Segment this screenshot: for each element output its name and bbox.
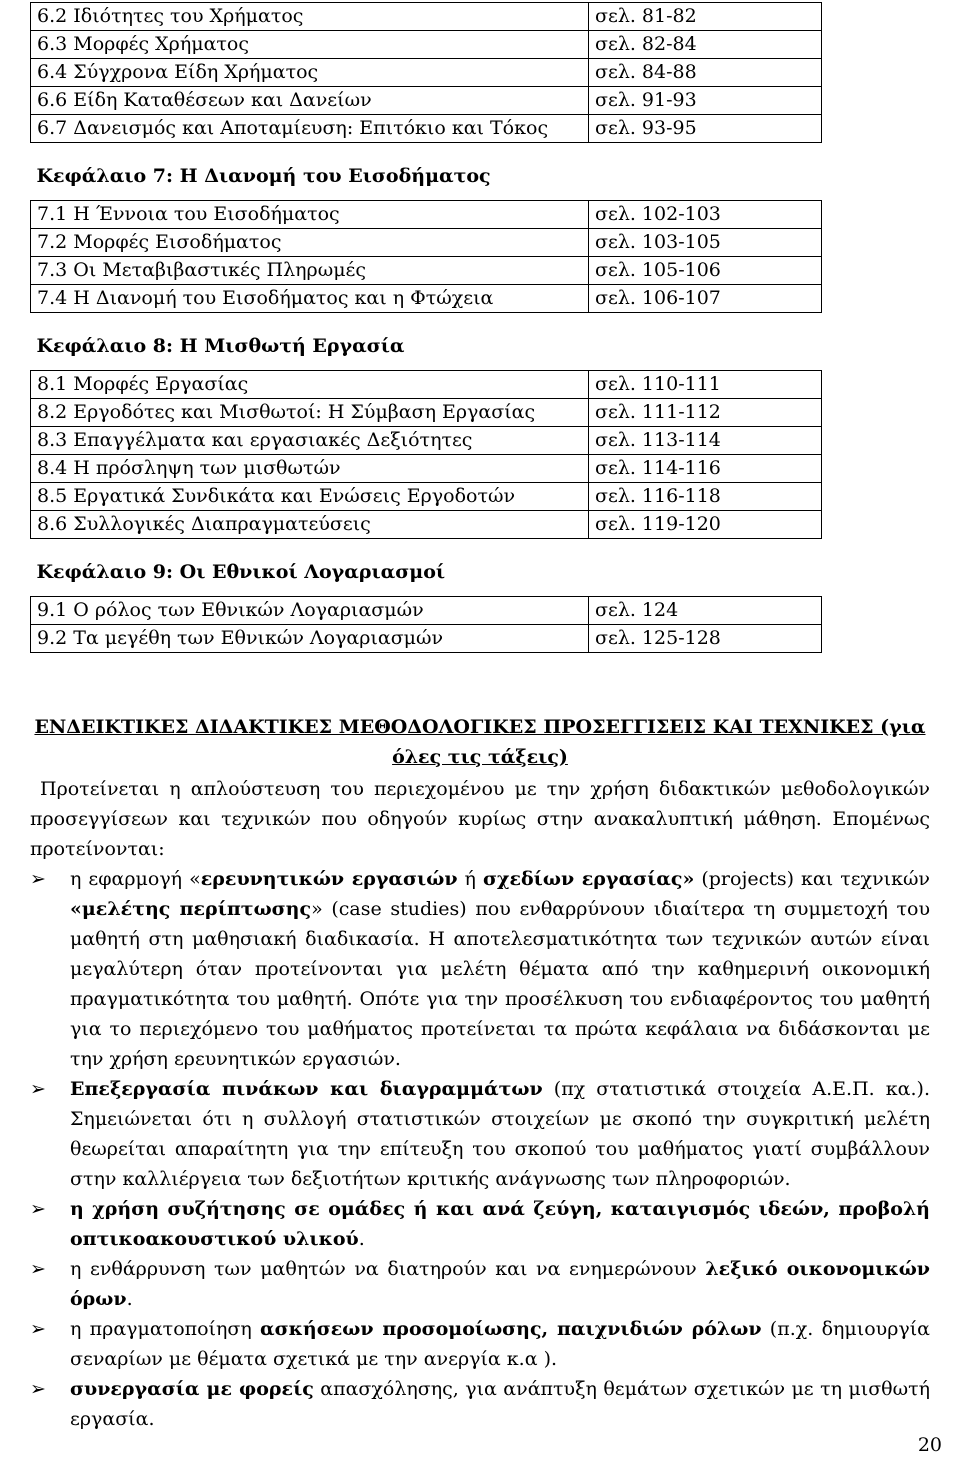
- toc-item-row: [31, 3, 822, 31]
- toc-item-title: 6.7 Δανεισμός και Αποταμίευση: Επιτόκιο και Τόκος: [31, 115, 589, 143]
- toc-item-row: [31, 511, 822, 539]
- toc-item-title: 6.4 Σύγχρονα Είδη Χρήματος: [31, 59, 589, 87]
- toc-item-title: 7.4 Η Διανομή του Εισοδήματος και η Φτώχεια: [31, 285, 589, 313]
- toc-item-row: [31, 31, 822, 59]
- bullet-bold-text: συνεργασία με φορείς: [70, 1378, 314, 1400]
- methods-bullet-item: [30, 1194, 930, 1254]
- arrow-bullet-icon: ➢: [30, 1198, 46, 1220]
- toc-item-row: [31, 115, 822, 143]
- toc-item-pages: σελ. 124: [589, 597, 822, 625]
- toc-item-title: 6.6 Είδη Καταθέσεων και Δανείων: [31, 87, 589, 115]
- toc-item-pages: σελ. 84-88: [589, 59, 822, 87]
- toc-item-title: 8.6 Συλλογικές Διαπραγματεύσεις: [31, 511, 589, 539]
- toc-item-row: [31, 483, 822, 511]
- toc-item-title: 8.4 Η πρόσληψη των μισθωτών: [31, 455, 589, 483]
- toc-item-title: 6.3 Μορφές Χρήματος: [31, 31, 589, 59]
- bullet-text: ή: [457, 868, 483, 890]
- bullet-text: η εφαρμογή «: [70, 868, 201, 890]
- methods-bullet-item: [30, 1074, 930, 1194]
- methods-bullet-item: [30, 864, 930, 1074]
- bullet-text: η πραγματοποίηση: [70, 1318, 261, 1340]
- methods-title-paren: (για όλες τις τάξεις): [392, 716, 926, 768]
- toc-chapter-title: Κεφάλαιο 7: Η Διανομή του Εισοδήματος: [31, 143, 822, 201]
- toc-item-title: 8.2 Εργοδότες και Μισθωτοί: Η Σύμβαση Εργασίας: [31, 399, 589, 427]
- toc-item-title: 9.2 Τα μεγέθη των Εθνικών Λογαριασμών: [31, 625, 589, 653]
- toc-item-title: 7.3 Οι Μεταβιβαστικές Πληρωμές: [31, 257, 589, 285]
- toc-chapter-row: [31, 539, 822, 597]
- bullet-text: (πχ στατιστικά στοιχεία Α.Ε.Π. κα.). Σημειώνεται ότι η συλλογή στατιστικών στοιχείων με σκοπό την συγκριτική μελέτη θεωρείται απαραίτητη για την επίτευξη του σκοπού του μαθήματος γιατί συμβάλλουν στην καλλιέργεια των δεξιοτήτων κριτικής ανάγνωσης των πληροφοριών.: [70, 1078, 930, 1190]
- toc-item-row: [31, 257, 822, 285]
- arrow-bullet-icon: ➢: [30, 1318, 46, 1340]
- toc-item-title: 8.3 Επαγγέλματα και εργασιακές Δεξιότητες: [31, 427, 589, 455]
- toc-item-pages: σελ. 91-93: [589, 87, 822, 115]
- toc-item-pages: σελ. 103-105: [589, 229, 822, 257]
- methods-intro: Προτείνεται η απλούστευση του περιεχομένου με την χρήση διδακτικών μεθοδολογικών προσεγγίσεων και τεχνικών που οδηγούν κυρίως στην ανακαλυπτική μάθηση. Επομένως προτείνονται:: [30, 778, 930, 860]
- bullet-text: (projects) και τεχνικών: [694, 868, 930, 890]
- bullet-text: η ενθάρρυνση των μαθητών να διατηρούν και να ενημερώνουν: [70, 1258, 706, 1280]
- bullet-bold-text: σχεδίων εργασίας»: [482, 868, 695, 890]
- bullet-bold-text: η χρήση συζήτησης σε ομάδες ή και ανά ζεύγη, καταιγισμός ιδεών, προβολή οπτικοακουστικού υλικού: [70, 1198, 930, 1250]
- toc-item-pages: σελ. 81-82: [589, 3, 822, 31]
- methods-bullet-list: [30, 864, 930, 1434]
- methods-section: [30, 712, 930, 1434]
- bullet-bold-text: λεξικό οικονομικών όρων: [70, 1258, 930, 1310]
- methods-bullet-item: [30, 1314, 930, 1374]
- toc-item-pages: σελ. 110-111: [589, 371, 822, 399]
- toc-item-row: [31, 201, 822, 229]
- toc-item-row: [31, 371, 822, 399]
- methods-bullet-item: [30, 1254, 930, 1314]
- toc-item-row: [31, 427, 822, 455]
- bullet-text: » (case studies) που ενθαρρύνουν ιδιαίτερα τη συμμετοχή του μαθητή στη μαθησιακή διαδικασία. Η αποτελεσματικότητα των τεχνικών αυτών είναι μεγαλύτερη όταν προτείνονται για μελέτη θέματα από την καθημερινή οικονομική πραγματικότητα του μαθητή. Οπότε για την προσέλκυση του ενδιαφέροντος του μαθητή για το περιεχόμενο του μαθήματος προτείνεται τα πρώτα κεφάλαια να διδάσκονται με την χρήση ερευνητικών εργασιών.: [70, 898, 931, 1070]
- toc-item-pages: σελ. 119-120: [589, 511, 822, 539]
- toc-item-pages: σελ. 102-103: [589, 201, 822, 229]
- toc-item-title: 8.1 Μορφές Εργασίας: [31, 371, 589, 399]
- page-number: 20: [917, 1434, 942, 1456]
- toc-item-row: [31, 59, 822, 87]
- arrow-bullet-icon: ➢: [30, 1078, 46, 1100]
- toc-chapter-title: Κεφάλαιο 8: Η Μισθωτή Εργασία: [31, 313, 822, 371]
- toc-chapter-title: Κεφάλαιο 9: Οι Εθνικοί Λογαριασμοί: [31, 539, 822, 597]
- toc-item-row: [31, 597, 822, 625]
- toc-item-row: [31, 455, 822, 483]
- bullet-text: (π.χ. δημιουργία σεναρίων με θέματα σχετικά με την ανεργία κ.α ).: [70, 1318, 930, 1370]
- bullet-text: .: [126, 1288, 133, 1310]
- toc-item-row: [31, 87, 822, 115]
- arrow-bullet-icon: ➢: [30, 868, 46, 890]
- bullet-text: .: [358, 1228, 365, 1250]
- toc-item-pages: σελ. 105-106: [589, 257, 822, 285]
- methods-title-main: ΕΝΔΕΙΚΤΙΚΕΣ ΔΙΔΑΚΤΙΚΕΣ ΜΕΘΟΔΟΛΟΓΙΚΕΣ ΠΡΟΣΕΓΓΙΣΕΙΣ ΚΑΙ ΤΕΧΝΙΚΕΣ: [34, 716, 874, 738]
- arrow-bullet-icon: ➢: [30, 1258, 46, 1280]
- arrow-bullet-icon: ➢: [30, 1378, 46, 1400]
- toc-item-row: [31, 399, 822, 427]
- toc-item-pages: σελ. 82-84: [589, 31, 822, 59]
- bullet-text: απασχόλησης, για ανάπτυξη θεμάτων σχετικών με τη μισθωτή εργασία.: [70, 1378, 930, 1430]
- bullet-bold-text: ερευνητικών εργασιών: [200, 868, 458, 890]
- toc-chapter-row: [31, 313, 822, 371]
- bullet-bold-text: Επεξεργασία πινάκων και διαγραμμάτων: [70, 1078, 543, 1100]
- toc-item-pages: σελ. 125-128: [589, 625, 822, 653]
- toc-item-pages: σελ. 116-118: [589, 483, 822, 511]
- bullet-bold-text: ασκήσεων προσομοίωσης, παιχνιδιών ρόλων: [260, 1318, 762, 1340]
- toc-item-row: [31, 229, 822, 257]
- methods-bullet-item: [30, 1374, 930, 1434]
- toc-item-pages: σελ. 93-95: [589, 115, 822, 143]
- toc-body: [31, 3, 822, 653]
- toc-table: [30, 2, 822, 653]
- toc-item-row: [31, 625, 822, 653]
- toc-item-title: 6.2 Ιδιότητες του Χρήματος: [31, 3, 589, 31]
- bullet-bold-text: «μελέτης περίπτωσης: [70, 898, 312, 920]
- toc-item-pages: σελ. 106-107: [589, 285, 822, 313]
- toc-item-pages: σελ. 114-116: [589, 455, 822, 483]
- toc-item-row: [31, 285, 822, 313]
- toc-item-pages: σελ. 113-114: [589, 427, 822, 455]
- methods-title: [30, 712, 930, 772]
- toc-chapter-row: [31, 143, 822, 201]
- toc-item-pages: σελ. 111-112: [589, 399, 822, 427]
- toc-item-title: 7.1 Η Έννοια του Εισοδήματος: [31, 201, 589, 229]
- toc-item-title: 8.5 Εργατικά Συνδικάτα και Ενώσεις Εργοδοτών: [31, 483, 589, 511]
- toc-item-title: 7.2 Μορφές Εισοδήματος: [31, 229, 589, 257]
- toc-item-title: 9.1 Ο ρόλος των Εθνικών Λογαριασμών: [31, 597, 589, 625]
